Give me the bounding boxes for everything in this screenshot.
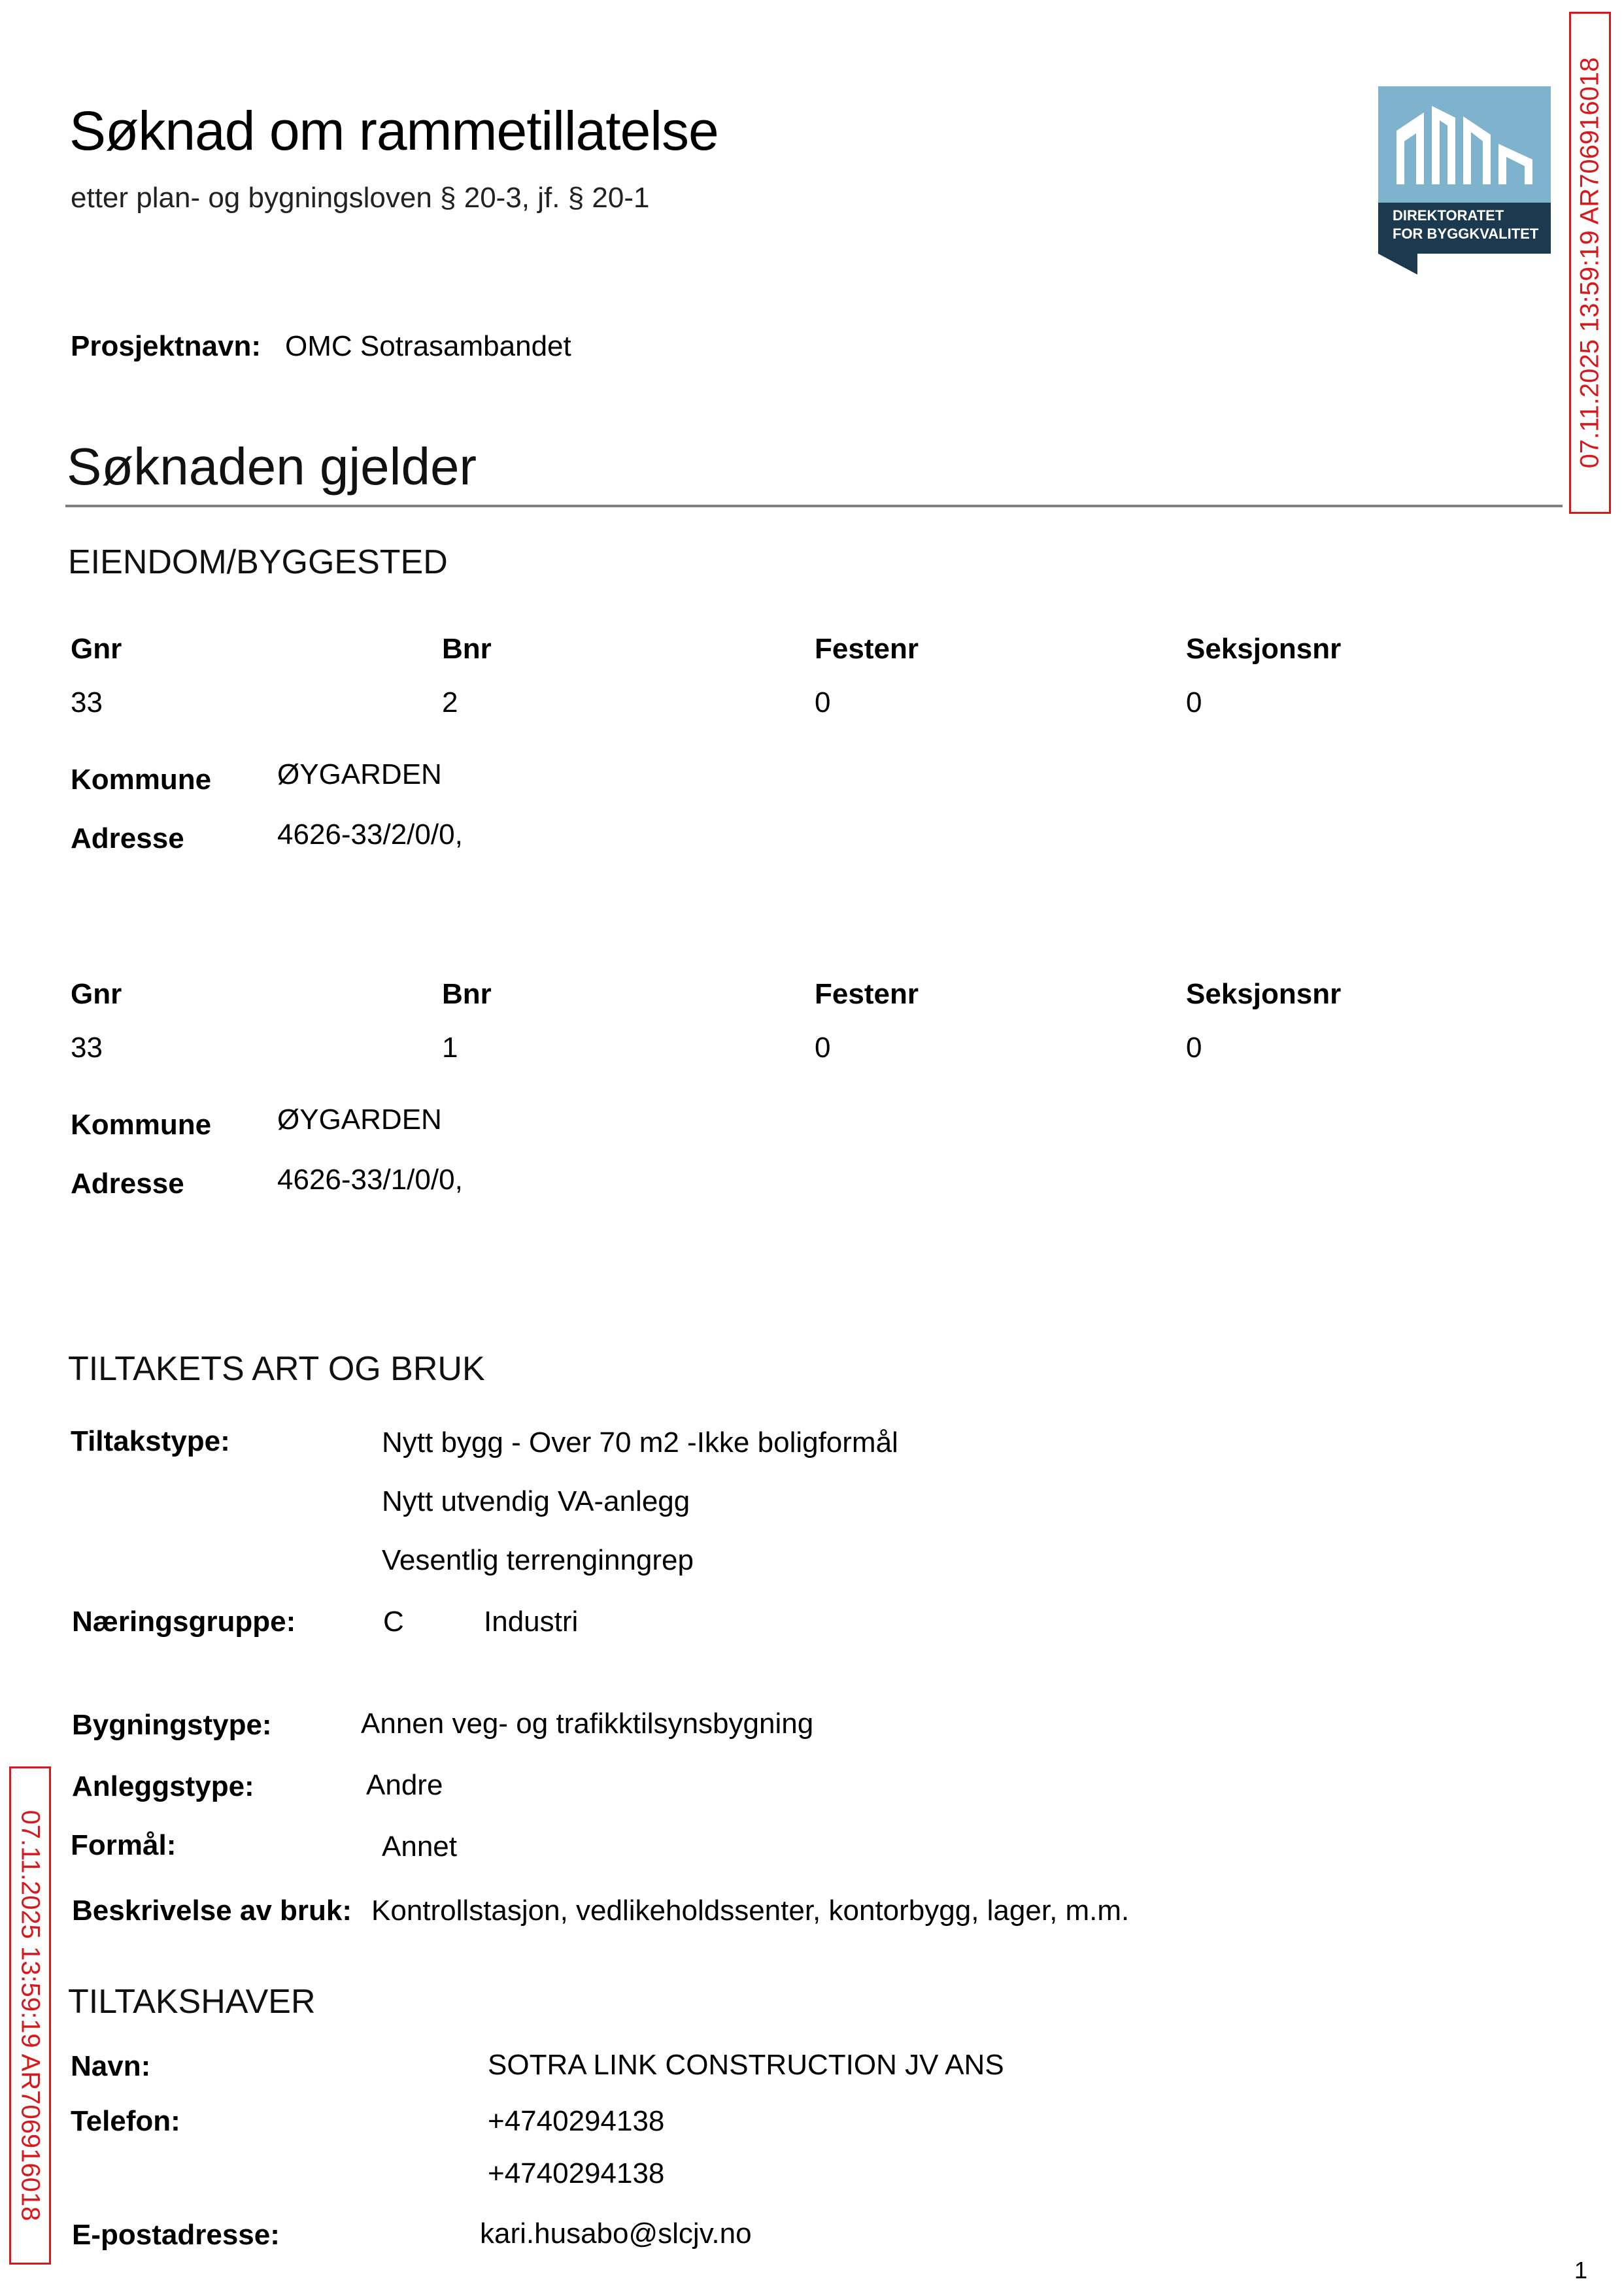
bnr-label: Bnr <box>442 633 492 665</box>
festenr-label: Festenr <box>815 978 919 1010</box>
epost-label: E-postadresse: <box>72 2219 280 2251</box>
stamp-top-right <box>1569 12 1611 514</box>
bygningstype-label: Bygningstype: <box>72 1709 272 1741</box>
gnr-label: Gnr <box>71 978 122 1010</box>
page-title: Søknad om rammetillatelse <box>69 100 719 161</box>
telefon-label: Telefon: <box>71 2105 180 2137</box>
project-name-value: OMC Sotrasambandet <box>285 330 571 362</box>
anleggstype-value: Andre <box>366 1769 443 1801</box>
property-heading: EIENDOM/BYGGESTED <box>68 543 448 581</box>
naeringsgruppe-label: Næringsgruppe: <box>72 1606 296 1638</box>
stamp-text: 07.11.2025 13:59:19 AR706916018 <box>16 1810 45 2221</box>
project-name-label: Prosjektnavn: <box>71 330 261 362</box>
navn-value: SOTRA LINK CONSTRUCTION JV ANS <box>488 2049 1004 2081</box>
anleggstype-label: Anleggstype: <box>72 1770 254 1802</box>
festenr-label: Festenr <box>815 633 919 665</box>
naeringsgruppe-code: C <box>383 1606 404 1638</box>
naeringsgruppe-name: Industri <box>484 1606 579 1638</box>
festenr-value: 0 <box>815 1032 831 1064</box>
kommune-value: ØYGARDEN <box>277 758 442 790</box>
stamp-text: 07.11.2025 13:59:19 AR706916018 <box>1575 57 1604 469</box>
epost-value: kari.husabo@slcjv.no <box>480 2218 752 2250</box>
tiltakshaver-heading: TILTAKSHAVER <box>68 1983 316 2021</box>
stamp-bottom-left <box>9 1766 51 2265</box>
beskrivelse-value: Kontrollstasjon, vedlikeholdssenter, kontorbygg, lager, m.m. <box>371 1895 1130 1927</box>
telefon-value: +4740294138 <box>488 2105 665 2137</box>
section-divider <box>65 505 1563 507</box>
telefon-value: +4740294138 <box>488 2157 665 2189</box>
kommune-label: Kommune <box>71 764 212 796</box>
formal-label: Formål: <box>71 1829 177 1861</box>
kommune-label: Kommune <box>71 1109 212 1141</box>
adresse-value: 4626-33/2/0/0, <box>277 818 463 851</box>
tiltak-heading: TILTAKETS ART OG BRUK <box>68 1350 485 1388</box>
page-number: 1 <box>1574 2257 1587 2284</box>
bnr-value: 1 <box>442 1032 458 1064</box>
tiltakstype-value: Vesentlig terrenginngrep <box>382 1544 694 1576</box>
festenr-value: 0 <box>815 686 831 718</box>
gnr-value: 33 <box>71 686 103 718</box>
adresse-label: Adresse <box>71 1168 184 1200</box>
logo-text-line-2: FOR BYGGKVALITET <box>1393 226 1539 242</box>
logo-text-line-1: DIREKTORATET <box>1393 207 1504 224</box>
tiltakstype-label: Tiltakstype: <box>71 1425 230 1457</box>
seksjonsnr-value: 0 <box>1186 686 1202 718</box>
bygningstype-value: Annen veg- og trafikktilsynsbygning <box>361 1708 814 1740</box>
navn-label: Navn: <box>71 2050 151 2082</box>
gnr-label: Gnr <box>71 633 122 665</box>
tiltakstype-value: Nytt utvendig VA-anlegg <box>382 1485 690 1517</box>
page-subtitle: etter plan- og bygningsloven § 20-3, jf. § 20-1 <box>71 182 650 214</box>
tiltakstype-value: Nytt bygg - Over 70 m2 -Ikke boligformål <box>382 1426 898 1459</box>
seksjonsnr-label: Seksjonsnr <box>1186 633 1342 665</box>
bnr-value: 2 <box>442 686 458 718</box>
dibk-logo-icon <box>1378 86 1551 275</box>
dibk-logo <box>1378 86 1551 275</box>
adresse-value: 4626-33/1/0/0, <box>277 1164 463 1196</box>
bnr-label: Bnr <box>442 978 492 1010</box>
adresse-label: Adresse <box>71 822 184 854</box>
seksjonsnr-value: 0 <box>1186 1032 1202 1064</box>
seksjonsnr-label: Seksjonsnr <box>1186 978 1342 1010</box>
gnr-value: 33 <box>71 1032 103 1064</box>
formal-value: Annet <box>382 1830 457 1863</box>
beskrivelse-label: Beskrivelse av bruk: <box>72 1895 352 1927</box>
kommune-value: ØYGARDEN <box>277 1104 442 1136</box>
section-title: Søknaden gjelder <box>67 437 477 496</box>
